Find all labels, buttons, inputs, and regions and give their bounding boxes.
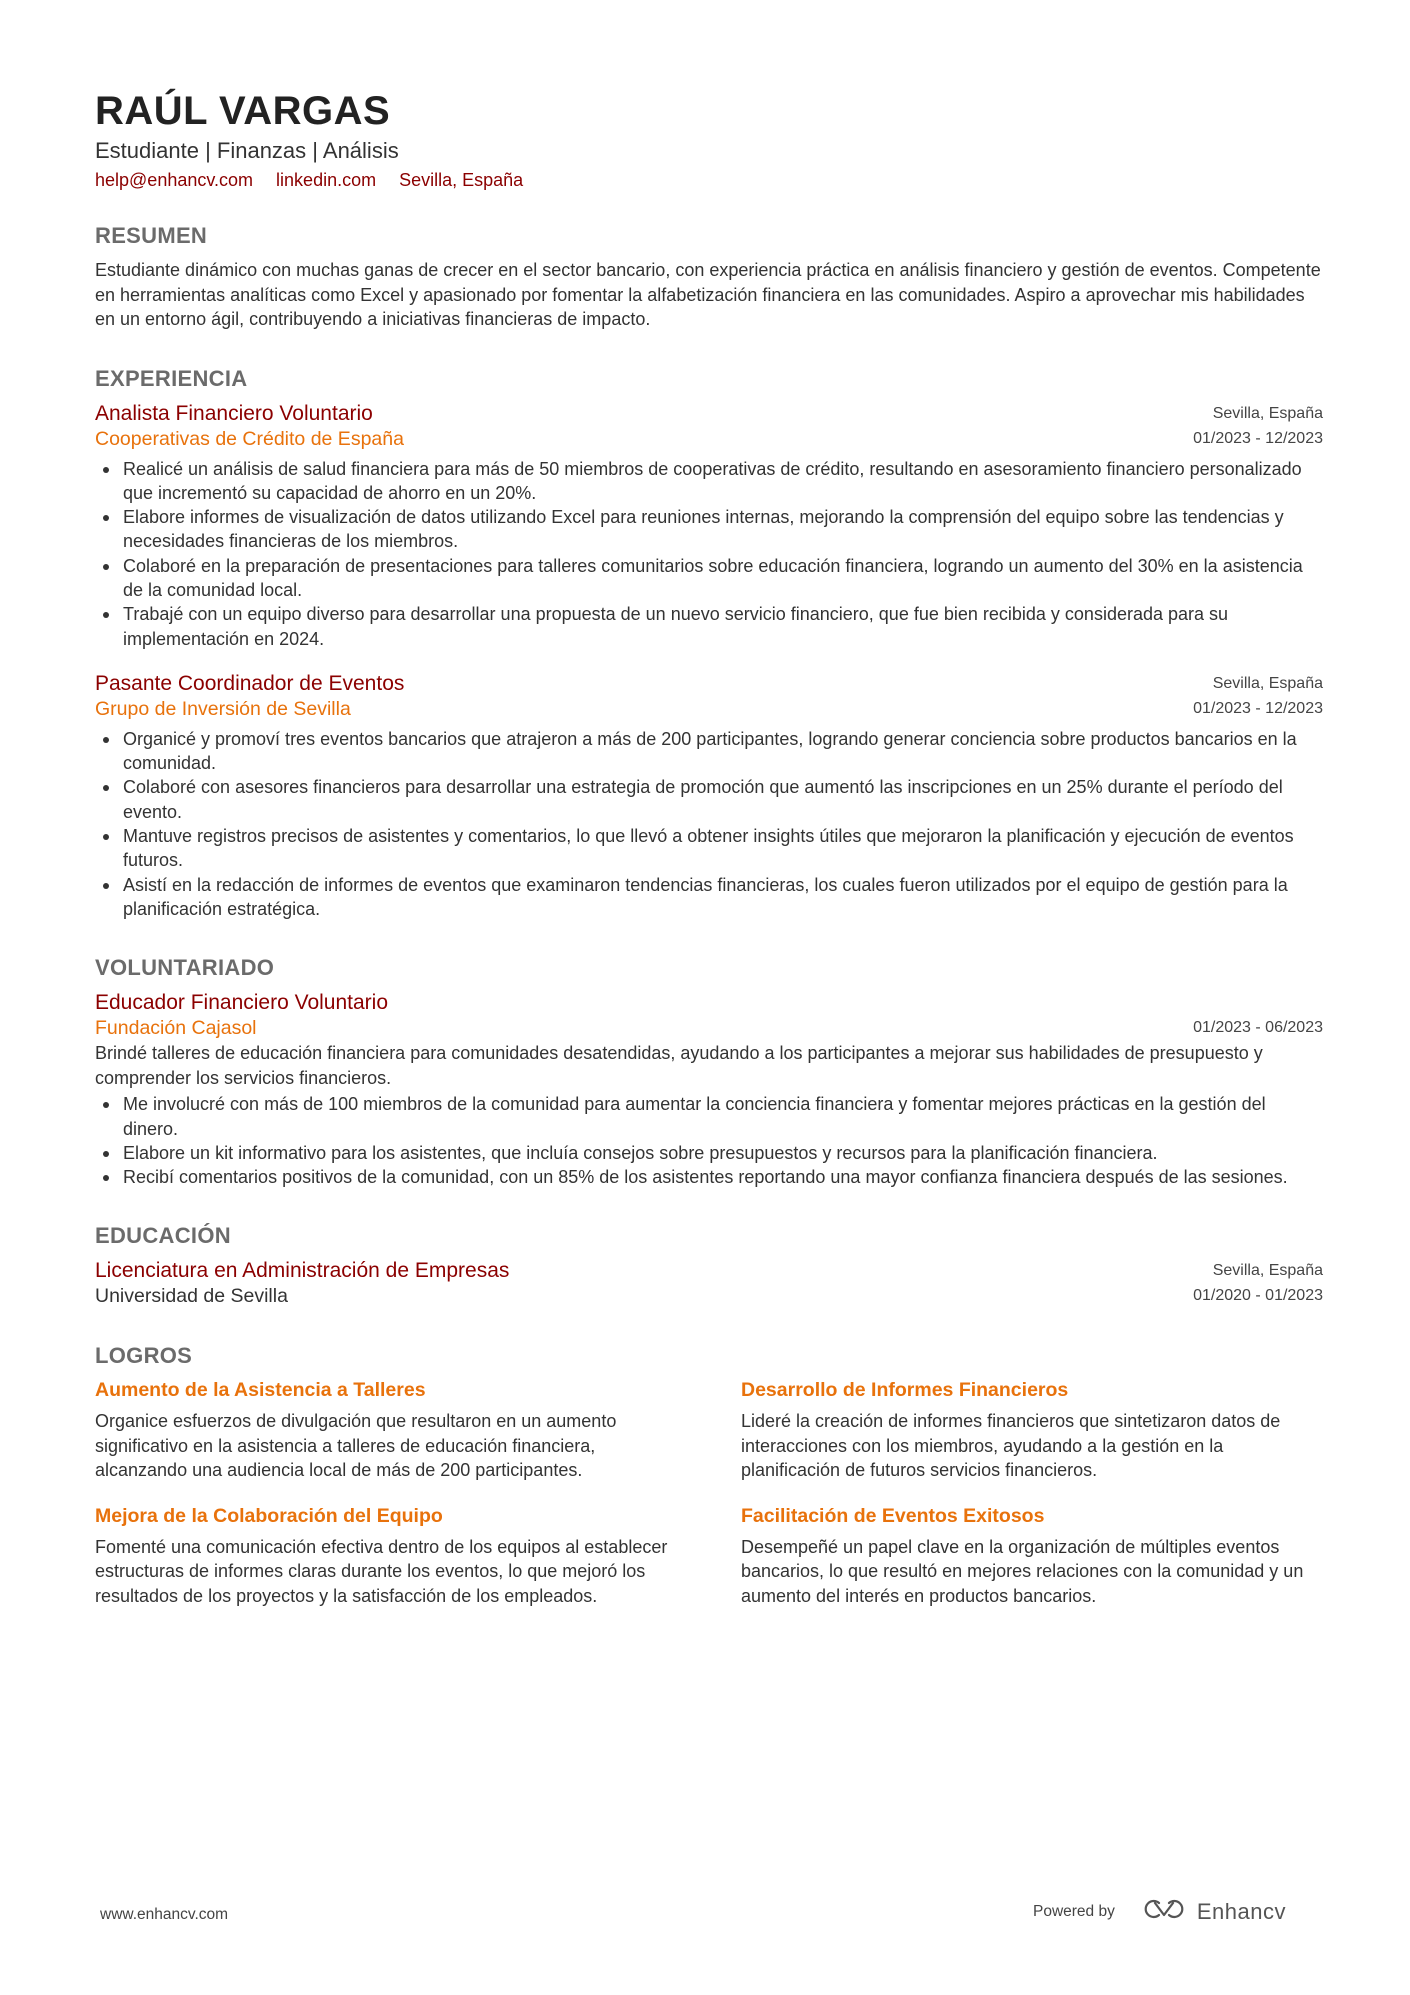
- candidate-headline: Estudiante | Finanzas | Análisis: [95, 138, 399, 163]
- entry-meta: [1193, 401, 1323, 451]
- experience-entry: [95, 671, 1323, 921]
- job-dates: 01/2023 - 12/2023: [1193, 699, 1323, 717]
- achievement-card: [95, 1503, 677, 1609]
- list-item: Elabore un kit informativo para los asistentes, que incluía consejos sobre presupuestos y recursos para la planificación financiera.: [123, 1141, 1323, 1165]
- list-item: Recibí comentarios positivos de la comunidad, con un 85% de los asistentes reportando una mayor confianza financiera después de las sesiones.: [123, 1165, 1323, 1189]
- volunteer-bullets: [95, 1092, 1323, 1189]
- resume-page: [95, 88, 1323, 1608]
- company-name: Cooperativas de Crédito de España: [95, 427, 404, 450]
- volunteer-role: Educador Financiero Voluntario: [95, 991, 389, 1015]
- list-item: Elabore informes de visualización de datos utilizando Excel para reuniones internas, mejorando la comprensión del equipo sobre las tendencias y necesidades financieras de los miembros.: [123, 505, 1323, 554]
- achievements-grid: [95, 1503, 1323, 1609]
- job-location: Sevilla, España: [1212, 404, 1323, 422]
- summary-title: RESUMEN: [95, 223, 208, 248]
- achievement-title: Facilitación de Eventos Exitosos: [741, 1504, 1045, 1527]
- education-title: EDUCACIÓN: [95, 1223, 231, 1249]
- achievement-card: [741, 1377, 1323, 1483]
- achievement-text: Lideré la creación de informes financieros que sintetizaron datos de interacciones con los miembros, ayudando a la gestión en la planificación de futuros servicios financieros.: [741, 1411, 1281, 1481]
- footer-website[interactable]: www.enhancv.com: [100, 1906, 229, 1923]
- experience-title: EXPERIENCIA: [95, 365, 248, 391]
- education-dates: 01/2020 - 01/2023: [1193, 1287, 1323, 1305]
- list-item: Realicé un análisis de salud financiera para más de 50 miembros de cooperativas de crédito, resultando en asesoramiento financiero personalizado que incrementó su capacidad de ahorro en un 20%.: [123, 457, 1323, 506]
- list-item: Organicé y promoví tres eventos bancarios que atrajeron a más de 200 participantes, logrando generar conciencia sobre productos bancarios en la comunidad.: [123, 727, 1323, 776]
- candidate-name: RAÚL VARGAS: [95, 89, 391, 133]
- achievement-text: Desempeñé un papel clave en la organización de múltiples eventos bancarios, lo que resultó en mejores relaciones con la comunidad y un aumento del interés en productos bancarios.: [741, 1536, 1304, 1606]
- volunteering-title: VOLUNTARIADO: [95, 955, 275, 981]
- list-item: Colaboré en la preparación de presentaciones para talleres comunitarios sobre educación financiera, logrando un aumento del 30% en la asistencia de la comunidad local.: [123, 554, 1323, 603]
- contact-info: [95, 168, 1323, 192]
- email-link[interactable]: help@enhancv.com: [95, 170, 254, 190]
- brand-name: Enhancv: [1196, 1898, 1286, 1924]
- degree-name: Licenciatura en Administración de Empresas: [95, 1259, 510, 1283]
- list-item: Asistí en la redacción de informes de eventos que examinaron tendencias financieras, los cuales fueron utilizados por el equipo de gestión para la planificación estratégica.: [123, 873, 1323, 922]
- experience-entry: [95, 401, 1323, 651]
- achievement-title: Aumento de la Asistencia a Talleres: [95, 1379, 426, 1402]
- list-item: Colaboré con asesores financieros para desarrollar una estrategia de promoción que aumentó las inscripciones en un 25% durante el período del evento.: [123, 775, 1323, 824]
- achievement-text: Organice esfuerzos de divulgación que resultaron en un aumento significativo en la asistencia a talleres de educación financiera, alcanzando una audiencia local de más de 200 participantes.: [95, 1411, 617, 1481]
- volunteer-dates: 01/2023 - 06/2023: [1193, 1019, 1323, 1037]
- job-location: Sevilla, España: [1212, 674, 1323, 692]
- job-title: Analista Financiero Voluntario: [95, 401, 373, 425]
- list-item: Trabajé con un equipo diverso para desarrollar una propuesta de un nuevo servicio financiero, que fue bien recibida y considerada para su implementación en 2024.: [123, 602, 1323, 651]
- volunteer-org: Fundación Cajasol: [95, 1017, 257, 1040]
- powered-by-text: Powered by: [1033, 1902, 1115, 1920]
- education-location: Sevilla, España: [1212, 1262, 1323, 1280]
- education-section: [95, 1222, 1323, 1309]
- summary-text: Estudiante dinámico con muchas ganas de crecer en el sector bancario, con experiencia práctica en análisis financiero y gestión de eventos. Competente en herramientas analíticas como Excel y apasionado por fomentar la alfabetización financiera en las comunidades. Aspiro a aprovechar mis habilidades en un entorno ágil, contribuyendo a iniciativas financieras de impacto.: [95, 260, 1321, 329]
- entry-meta: [1193, 1258, 1323, 1308]
- achievement-text: Fomenté una comunicación efectiva dentro de los equipos al establecer estructuras de informes claras durante los eventos, lo que mejoró los resultados de los proyectos y la satisfacción de los empleados.: [95, 1536, 668, 1606]
- education-entry: [95, 1258, 1323, 1309]
- entry-meta: [1193, 1015, 1323, 1040]
- job-dates: 01/2023 - 12/2023: [1193, 429, 1323, 447]
- list-item: Me involucré con más de 100 miembros de la comunidad para aumentar la conciencia financiera y fomentar mejores prácticas en la gestión del dinero.: [123, 1092, 1323, 1141]
- experience-section: [95, 365, 1323, 922]
- volunteer-description: Brindé talleres de educación financiera para comunidades desatendidas, ayudando a los participantes a mejorar sus habilidades de presupuesto y comprender los servicios financieros.: [95, 1043, 1263, 1088]
- job-title: Pasante Coordinador de Eventos: [95, 671, 405, 695]
- summary-section: [95, 222, 1323, 332]
- location-text: Sevilla, España: [399, 170, 524, 190]
- achievement-title: Desarrollo de Informes Financieros: [741, 1379, 1069, 1402]
- volunteering-entry: [95, 990, 1323, 1189]
- company-name: Grupo de Inversión de Sevilla: [95, 697, 351, 720]
- entry-meta: [1193, 671, 1323, 721]
- achievements-section: [95, 1342, 1323, 1608]
- job-bullets: [95, 457, 1323, 651]
- list-item: Mantuve registros precisos de asistentes y comentarios, lo que llevó a obtener insights útiles que mejoraron la planificación y ejecución de eventos futuros.: [123, 824, 1323, 873]
- footer-branding: [1033, 1897, 1286, 1926]
- achievement-card: [741, 1503, 1323, 1609]
- enhancv-logo-icon: [1141, 1897, 1187, 1926]
- volunteering-section: [95, 954, 1323, 1189]
- achievement-title: Mejora de la Colaboración del Equipo: [95, 1504, 443, 1527]
- resume-header: [95, 88, 1323, 192]
- achievements-grid: [95, 1377, 1323, 1483]
- achievements-title: LOGROS: [95, 1343, 193, 1369]
- linkedin-link[interactable]: linkedin.com: [276, 170, 377, 190]
- school-name: Universidad de Sevilla: [95, 1285, 288, 1308]
- job-bullets: [95, 727, 1323, 921]
- achievement-card: [95, 1377, 677, 1483]
